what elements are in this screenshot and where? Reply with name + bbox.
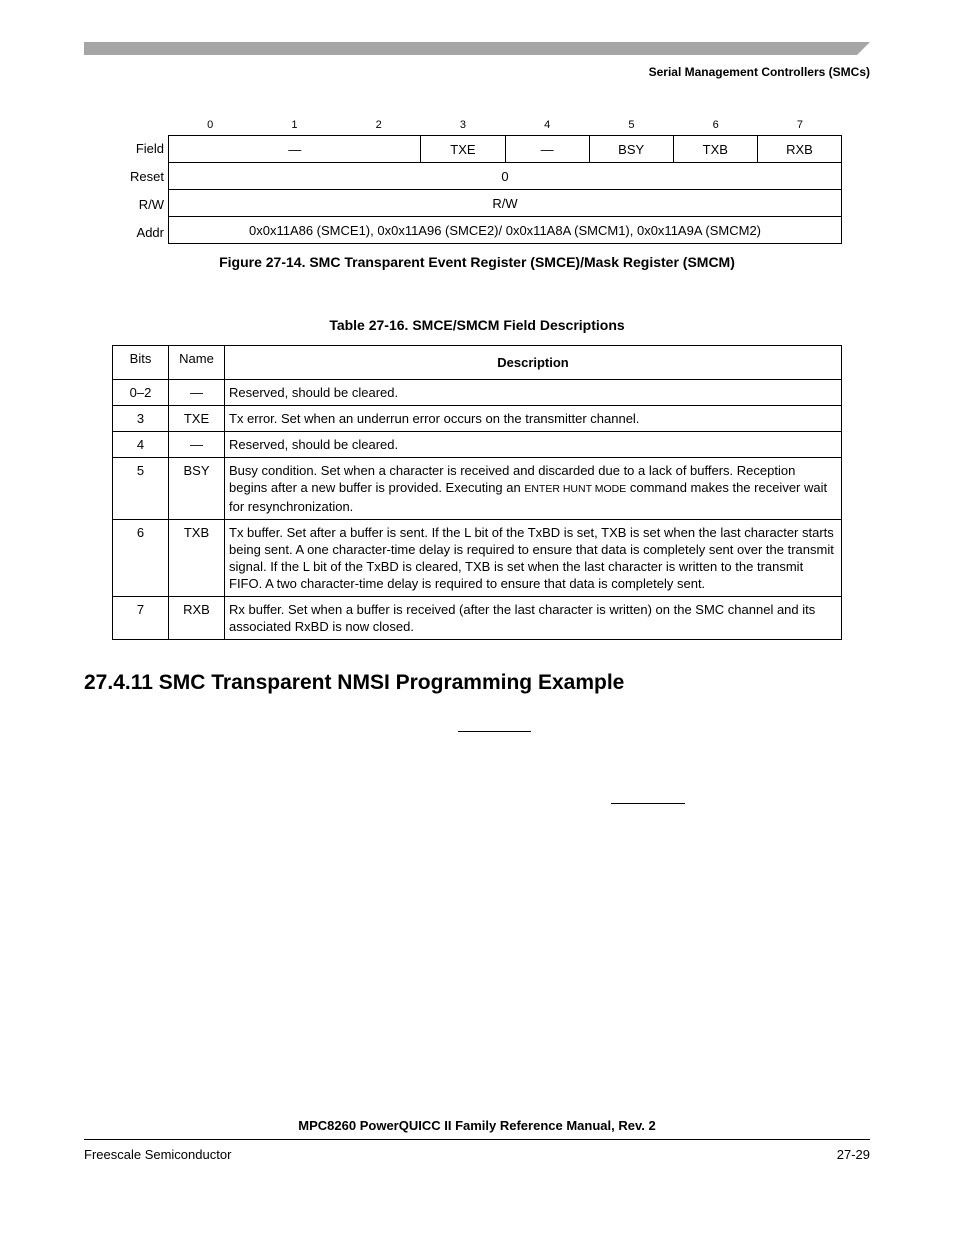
row-label-reset: Reset <box>130 169 164 184</box>
field-rxb: RXB <box>757 136 841 163</box>
footer-company: Freescale Semiconductor <box>84 1147 232 1162</box>
short-rule <box>458 731 531 732</box>
field-description-table <box>112 345 842 640</box>
bit-number: 5 <box>628 119 635 131</box>
row-label-field: Field <box>135 141 164 156</box>
command-name: ENTER HUNT MODE <box>524 483 627 495</box>
reset-value: 0 <box>169 163 842 190</box>
row-description: Reserved, should be cleared. <box>225 432 842 458</box>
field-txb: TXB <box>673 136 757 163</box>
header-name: Name <box>169 346 225 380</box>
page-number: 27-29 <box>836 1147 870 1162</box>
section-heading: 27.4.11 SMC Transparent NMSI Programming Example <box>84 671 625 694</box>
field-txe: TXE <box>421 136 505 163</box>
row-description: Rx buffer. Set when a buffer is received (after the last character is written) on the SMC channel and its associated RxBD is now closed. <box>225 597 842 640</box>
table-header-row <box>113 346 842 380</box>
bit-number: 3 <box>459 119 466 131</box>
field-bsy: BSY <box>589 136 673 163</box>
row-description: Tx error. Set when an underrun error occurs on the transmitter channel. <box>225 406 842 432</box>
row-name: TXB <box>169 520 225 597</box>
footer-divider <box>84 1139 870 1140</box>
register-row-labels <box>100 135 166 247</box>
row-label-rw: R/W <box>138 197 164 212</box>
row-bits: 4 <box>113 432 169 458</box>
header-bits: Bits <box>113 346 169 380</box>
row-name: — <box>169 380 225 406</box>
description-text: command makes the receiver wait for resynchronization. <box>229 480 828 514</box>
running-head: Serial Management Controllers (SMCs) <box>648 65 870 79</box>
bit-number: 1 <box>291 119 298 131</box>
row-description <box>225 458 842 520</box>
table-row <box>113 597 842 640</box>
bit-number: 6 <box>712 119 719 131</box>
short-rule <box>611 803 685 804</box>
row-name: TXE <box>169 406 225 432</box>
footer-title: MPC8260 PowerQUICC II Family Reference Manual, Rev. 2 <box>298 1118 656 1133</box>
row-bits: 5 <box>113 458 169 520</box>
table-row <box>113 406 842 432</box>
figure-caption: Figure 27-14. SMC Transparent Event Register (SMCE)/Mask Register (SMCM) <box>219 254 735 270</box>
row-label-addr: Addr <box>136 225 164 240</box>
table-row <box>113 520 842 597</box>
field-row <box>169 136 842 163</box>
table-caption: Table 27-16. SMCE/SMCM Field Descriptions <box>329 317 625 333</box>
bit-numbers <box>168 119 842 133</box>
field-reserved-0-2: — <box>169 136 421 163</box>
row-name: RXB <box>169 597 225 640</box>
description-text: Busy condition. Set when a character is received and discarded due to a lack of buffers. Reception begins after a new buffer is provided. Executing an <box>229 463 796 495</box>
rw-row <box>169 190 842 217</box>
header-description: Description <box>225 346 842 380</box>
row-bits: 6 <box>113 520 169 597</box>
table-row <box>113 458 842 520</box>
row-description: Tx buffer. Set after a buffer is sent. If the L bit of the TxBD is set, TXB is set when the last character starts being sent. A one character-time delay is required to ensure that data is completely sent over the transmit signal. If the L bit of the TxBD is cleared, TXB is set when the last character is written to the transmit FIFO. A two character-time delay is required to ensure that data is completely sent. <box>225 520 842 597</box>
register-diagram <box>168 135 842 244</box>
bit-number: 4 <box>544 119 551 131</box>
addr-value: 0x0x11A86 (SMCE1), 0x0x11A96 (SMCE2)/ 0x0x11A8A (SMCM1), 0x0x11A9A (SMCM2) <box>169 217 842 244</box>
header-bar <box>84 42 870 55</box>
bit-number: 0 <box>207 119 214 131</box>
row-bits: 0–2 <box>113 380 169 406</box>
row-name: BSY <box>169 458 225 520</box>
reset-row <box>169 163 842 190</box>
addr-row <box>169 217 842 244</box>
table-row <box>113 432 842 458</box>
row-description: Reserved, should be cleared. <box>225 380 842 406</box>
bit-number: 7 <box>796 119 803 131</box>
row-bits: 7 <box>113 597 169 640</box>
rw-value: R/W <box>169 190 842 217</box>
bit-number: 2 <box>375 119 382 131</box>
table-row <box>113 380 842 406</box>
row-name: — <box>169 432 225 458</box>
row-bits: 3 <box>113 406 169 432</box>
field-reserved-4: — <box>505 136 589 163</box>
